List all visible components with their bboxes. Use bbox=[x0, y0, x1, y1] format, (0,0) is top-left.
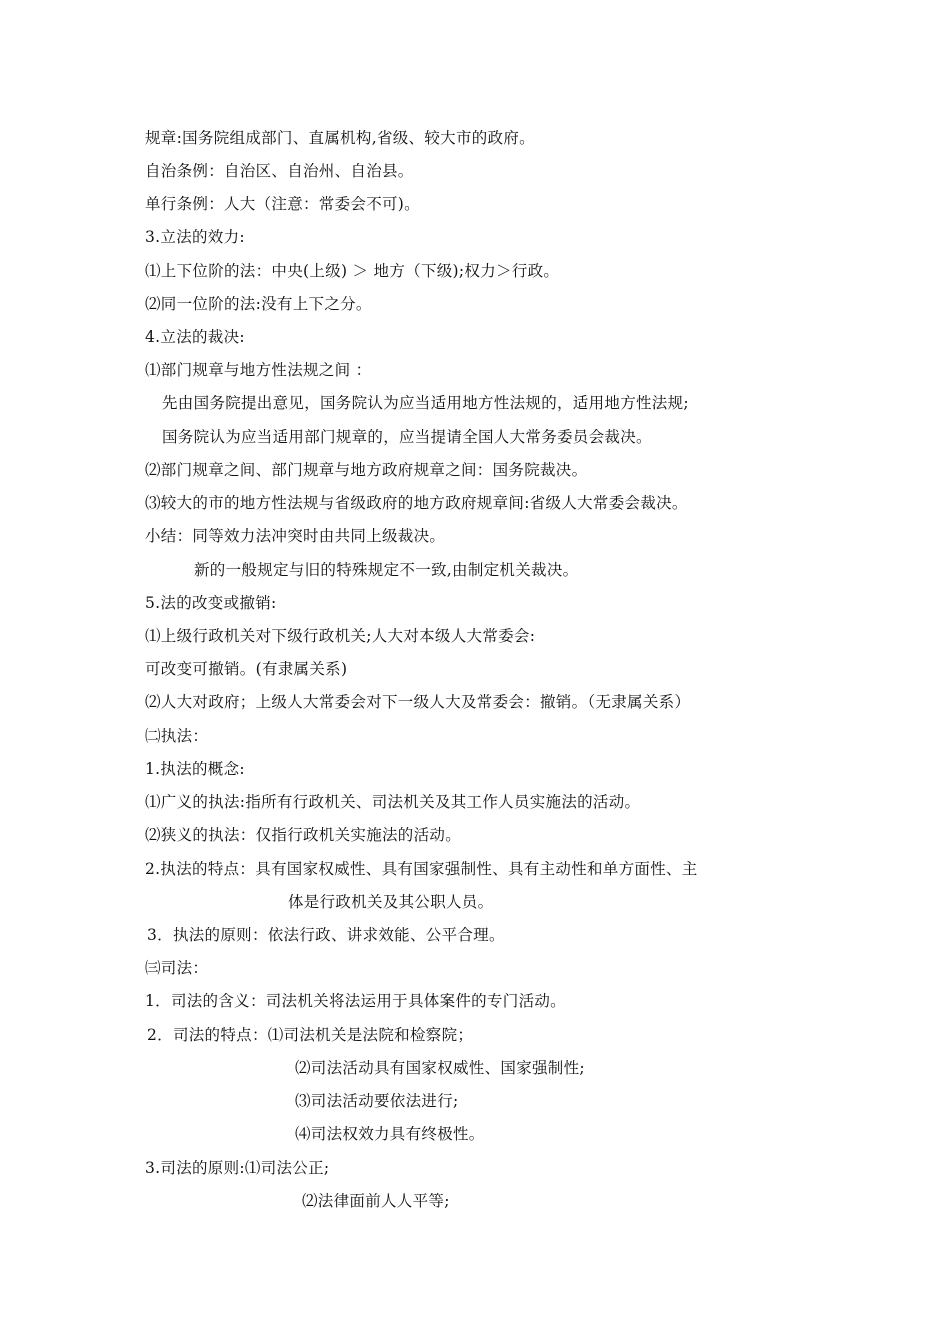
text-line: ⑵司法活动具有国家权威性、国家强制性; bbox=[295, 1059, 585, 1077]
text-line: 1．司法的含义：司法机关将法运用于具体案件的专门活动。 bbox=[145, 992, 566, 1010]
section-heading: ㈡执法： bbox=[145, 727, 209, 745]
section-heading: 5.法的改变或撤销: bbox=[145, 594, 277, 612]
text-line: 可改变可撤销。(有隶属关系) bbox=[145, 660, 348, 678]
text-line: ⑵人大对政府；上级人大常委会对下一级人大及常委会：撤销。（无隶属关系） bbox=[145, 693, 691, 711]
text-line: 单行条例：人大（注意：常委会不可)。 bbox=[145, 195, 420, 213]
text-line: 体是行政机关及其公职人员。 bbox=[288, 893, 494, 911]
text-line: ⑴部门规章与地方性法规之间 ： bbox=[145, 361, 372, 379]
text-line: ⑵法律面前人人平等; bbox=[302, 1192, 450, 1210]
text-line: 自治条例：自治区、自治州、自治县。 bbox=[145, 162, 414, 180]
text-line: ⑴广义的执法:指所有行政机关、司法机关及其工作人员实施法的活动。 bbox=[145, 793, 641, 811]
text-line: 先由国务院提出意见，国务院认为应当适用地方性法规的，适用地方性法规; bbox=[162, 394, 689, 412]
text-line: ⑷司法权效力具有终极性。 bbox=[295, 1125, 485, 1143]
text-line: 新的一般规定与旧的特殊规定不一致,由制定机关裁决。 bbox=[194, 561, 579, 579]
section-heading: 4.立法的裁决: bbox=[145, 328, 245, 346]
text-line: 2.执法的特点：具有国家权威性、具有国家强制性、具有主动性和单方面性、主 bbox=[145, 860, 698, 878]
text-line: 小结：同等效力法冲突时由共同上级裁决。 bbox=[145, 527, 446, 545]
text-line: 规章:国务院组成部门、直属机构,省级、较大市的政府。 bbox=[145, 129, 535, 147]
text-line: 3.司法的原则:⑴司法公正; bbox=[145, 1159, 330, 1177]
text-line: ⑴上下位阶的法：中央(上级) ＞ 地方（下级);权力＞行政。 bbox=[145, 262, 560, 280]
text-line: ⑵狭义的执法：仅指行政机关实施法的活动。 bbox=[145, 826, 462, 844]
text-line: ⑶较大的市的地方性法规与省级政府的地方政府规章间:省级人大常委会裁决。 bbox=[145, 494, 688, 512]
text-line: ⑴上级行政机关对下级行政机关;人大对本级人大常委会: bbox=[145, 627, 536, 645]
text-line: 2．司法的特点：⑴司法机关是法院和检察院； bbox=[147, 1026, 474, 1044]
text-line: ⑵同一位阶的法:没有上下之分。 bbox=[145, 295, 372, 313]
text-line: 国务院认为应当适用部门规章的，应当提请全国人大常务委员会裁决。 bbox=[162, 428, 652, 446]
text-line: ⑶司法活动要依法进行; bbox=[295, 1092, 459, 1110]
text-line: 3．执法的原则：依法行政、讲求效能、公平合理。 bbox=[147, 926, 505, 944]
section-heading: 1.执法的概念: bbox=[145, 760, 245, 778]
section-heading: ㈢司法： bbox=[145, 959, 209, 977]
section-heading: 3.立法的效力: bbox=[145, 228, 245, 246]
text-line: ⑵部门规章之间、部门规章与地方政府规章之间：国务院裁决。 bbox=[145, 461, 588, 479]
